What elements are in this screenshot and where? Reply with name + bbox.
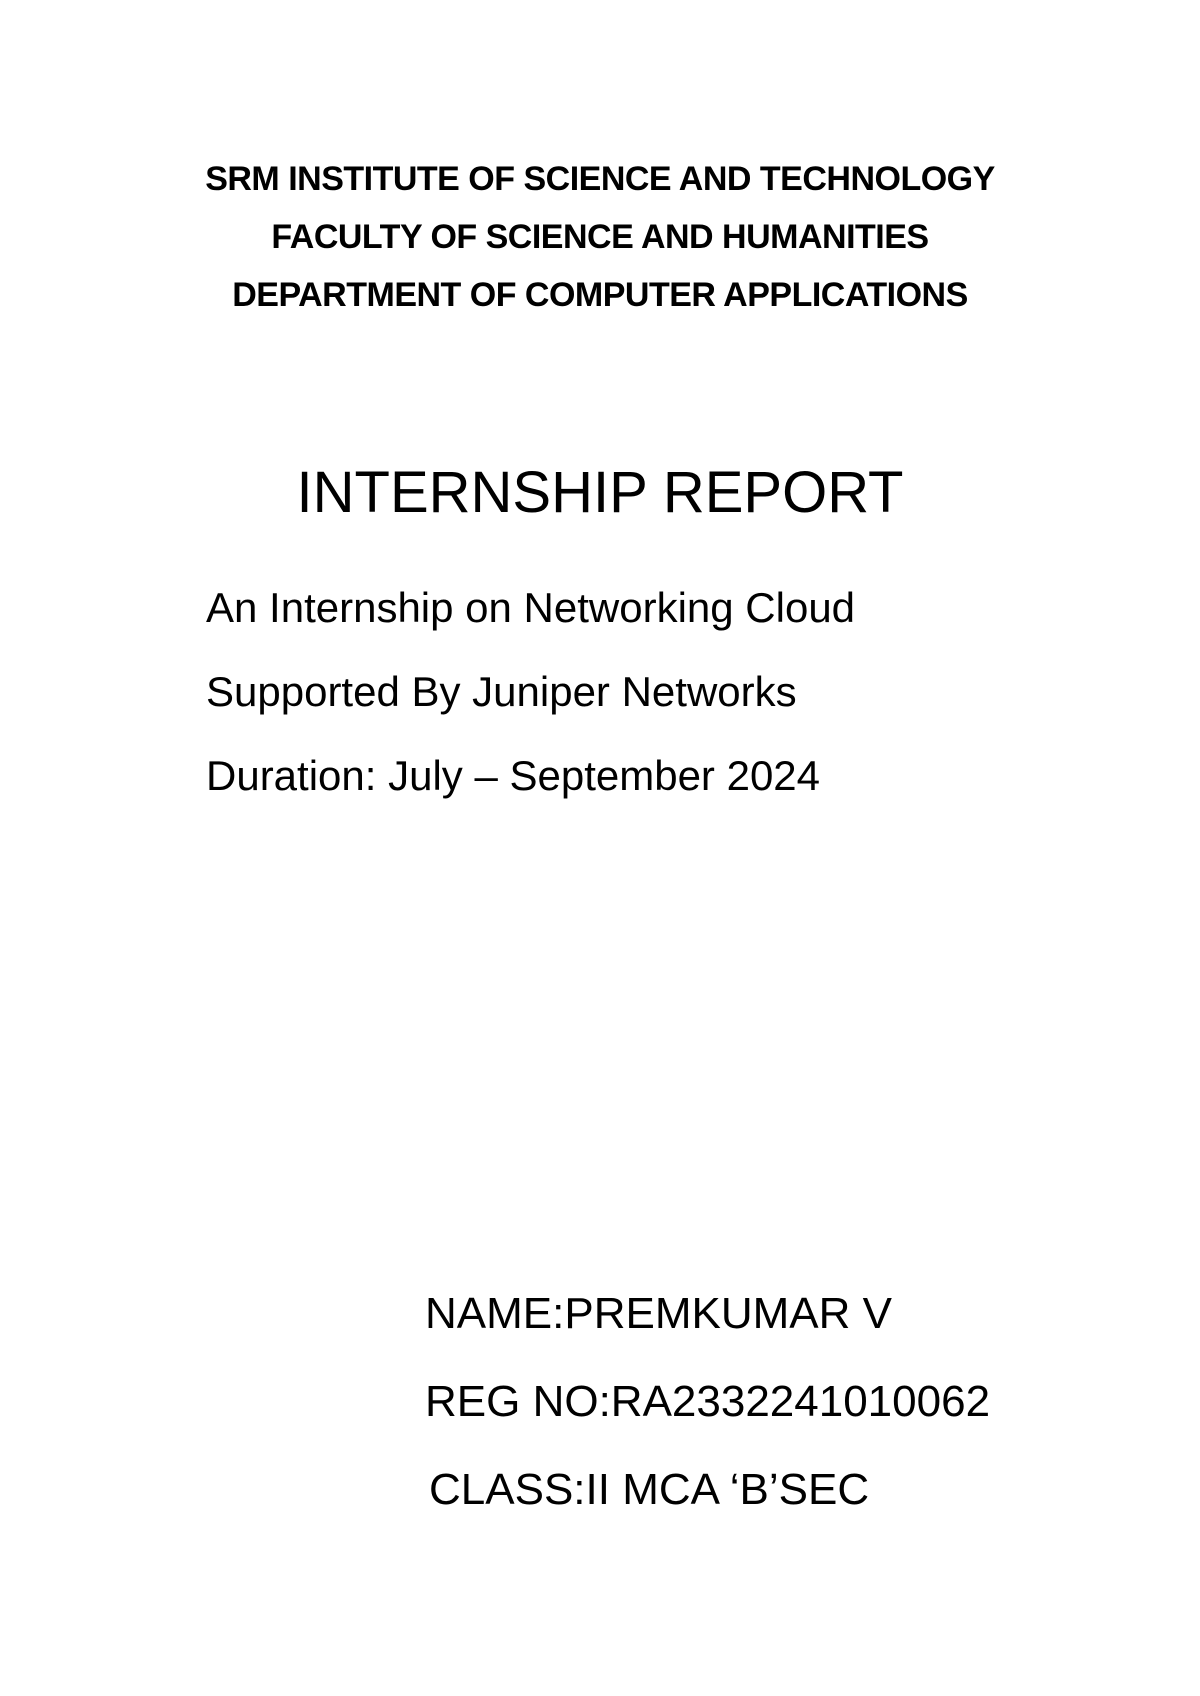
- student-class: CLASS:II MCA ‘B’SEC: [429, 1465, 870, 1514]
- internship-details: [206, 566, 855, 818]
- institution-header: [0, 150, 1200, 324]
- department-name: DEPARTMENT OF COMPUTER APPLICATIONS: [232, 276, 968, 314]
- institution-name: SRM INSTITUTE OF SCIENCE AND TECHNOLOGY: [205, 160, 995, 198]
- internship-duration: Duration: July – September 2024: [206, 752, 821, 799]
- student-details: [425, 1270, 990, 1534]
- internship-supporter: Supported By Juniper Networks: [206, 668, 797, 715]
- internship-topic: An Internship on Networking Cloud: [206, 584, 856, 631]
- faculty-name: FACULTY OF SCIENCE AND HUMANITIES: [271, 218, 929, 256]
- student-name: NAME:PREMKUMAR V: [425, 1289, 892, 1338]
- report-title: INTERNSHIP REPORT: [296, 460, 904, 525]
- student-reg-no: REG NO:RA2332241010062: [425, 1377, 991, 1426]
